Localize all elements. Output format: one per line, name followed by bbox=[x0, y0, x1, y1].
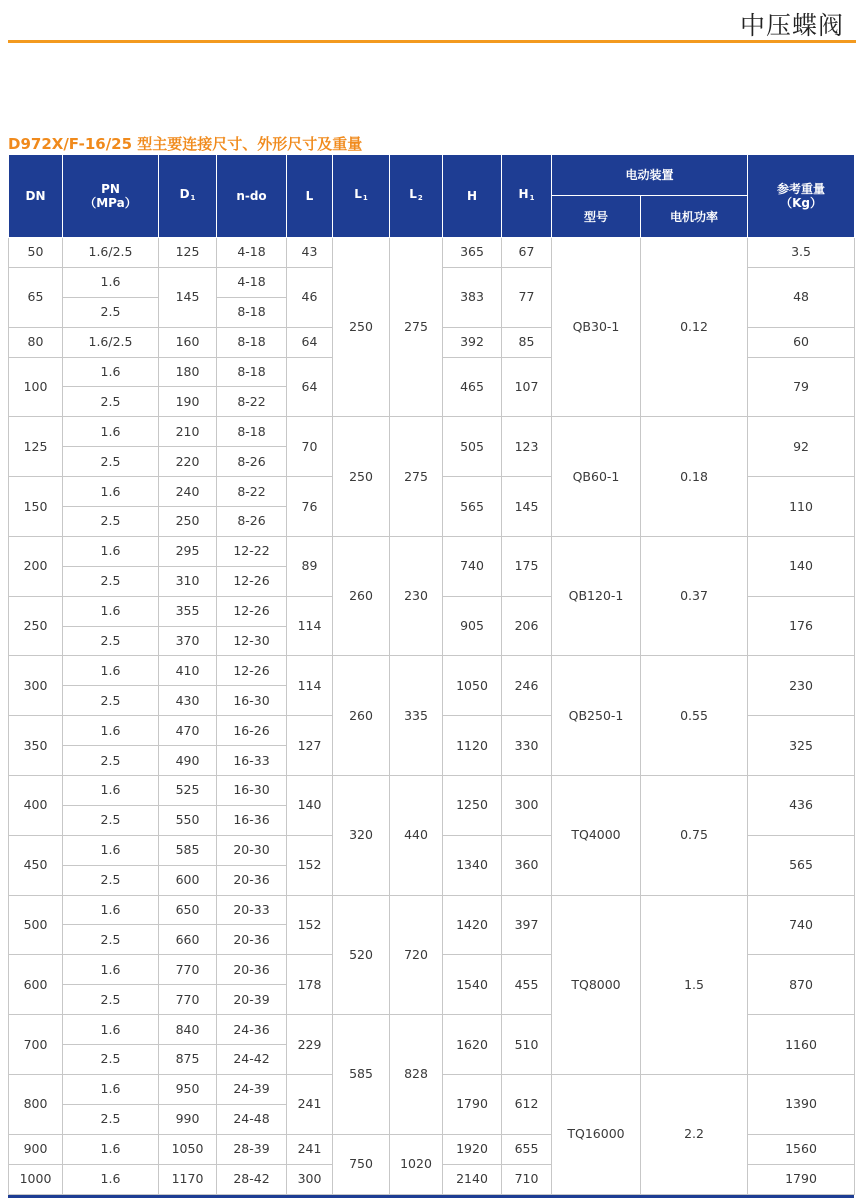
cell-d1: 240 bbox=[159, 477, 217, 507]
cell-pn: 1.6 bbox=[63, 776, 159, 806]
cell-l1: 320 bbox=[333, 776, 390, 896]
cell-pn: 2.5 bbox=[63, 626, 159, 656]
cell-n-do: 16-30 bbox=[217, 776, 287, 806]
header-weight: 参考重量 （Kg） bbox=[748, 155, 855, 238]
cell-l1: 585 bbox=[333, 1015, 390, 1135]
cell-l2: 828 bbox=[390, 1015, 443, 1135]
cell-h1: 175 bbox=[502, 536, 552, 596]
cell-l2: 1020 bbox=[390, 1134, 443, 1194]
cell-d1: 550 bbox=[159, 805, 217, 835]
header-l2: $L_2$ bbox=[390, 155, 443, 238]
table-row bbox=[9, 776, 855, 806]
cell-l: 70 bbox=[287, 417, 333, 477]
cell-l: 127 bbox=[287, 716, 333, 776]
cell-dn: 50 bbox=[9, 238, 63, 268]
cell-pn: 1.6 bbox=[63, 477, 159, 507]
cell-h: 1250 bbox=[443, 776, 502, 836]
cell-d1: 770 bbox=[159, 985, 217, 1015]
cell-pn: 1.6 bbox=[63, 357, 159, 387]
cell-n-do: 24-42 bbox=[217, 1045, 287, 1075]
cell-d1: 840 bbox=[159, 1015, 217, 1045]
table-bottom-rule bbox=[8, 1195, 854, 1198]
cell-h1: 145 bbox=[502, 477, 552, 537]
cell-h: 1340 bbox=[443, 835, 502, 895]
cell-h: 1920 bbox=[443, 1134, 502, 1164]
cell-pn: 1.6 bbox=[63, 1164, 159, 1194]
cell-dn: 65 bbox=[9, 267, 63, 327]
cell-pn: 1.6 bbox=[63, 835, 159, 865]
cell-d1: 430 bbox=[159, 686, 217, 716]
cell-n-do: 8-18 bbox=[217, 417, 287, 447]
cell-pn: 2.5 bbox=[63, 387, 159, 417]
cell-d1: 410 bbox=[159, 656, 217, 686]
cell-n-do: 4-18 bbox=[217, 238, 287, 268]
cell-h1: 612 bbox=[502, 1074, 552, 1134]
cell-power: 0.18 bbox=[641, 417, 748, 537]
cell-pn: 2.5 bbox=[63, 925, 159, 955]
header-pn: PN （MPa） bbox=[63, 155, 159, 238]
cell-l: 64 bbox=[287, 357, 333, 417]
cell-n-do: 12-22 bbox=[217, 536, 287, 566]
cell-weight: 60 bbox=[748, 327, 855, 357]
cell-n-do: 28-42 bbox=[217, 1164, 287, 1194]
cell-n-do: 20-39 bbox=[217, 985, 287, 1015]
cell-d1: 770 bbox=[159, 955, 217, 985]
cell-l: 46 bbox=[287, 267, 333, 327]
cell-model: QB30-1 bbox=[552, 238, 641, 417]
cell-l1: 250 bbox=[333, 238, 390, 417]
header-weight-unit: （Kg） bbox=[780, 196, 822, 210]
cell-n-do: 16-36 bbox=[217, 805, 287, 835]
cell-d1: 525 bbox=[159, 776, 217, 806]
cell-model: QB250-1 bbox=[552, 656, 641, 776]
cell-h: 1050 bbox=[443, 656, 502, 716]
cell-pn: 1.6 bbox=[63, 1015, 159, 1045]
cell-pn: 2.5 bbox=[63, 746, 159, 776]
cell-dn: 150 bbox=[9, 477, 63, 537]
cell-n-do: 8-22 bbox=[217, 387, 287, 417]
cell-model: TQ8000 bbox=[552, 895, 641, 1074]
header-l: L bbox=[287, 155, 333, 238]
cell-d1: 660 bbox=[159, 925, 217, 955]
header-pn-unit: （MPa） bbox=[84, 196, 137, 210]
cell-dn: 500 bbox=[9, 895, 63, 955]
cell-power: 0.55 bbox=[641, 656, 748, 776]
cell-pn: 2.5 bbox=[63, 805, 159, 835]
cell-l2: 440 bbox=[390, 776, 443, 896]
cell-h: 740 bbox=[443, 536, 502, 596]
cell-d1: 990 bbox=[159, 1104, 217, 1134]
cell-n-do: 12-26 bbox=[217, 656, 287, 686]
cell-dn: 200 bbox=[9, 536, 63, 596]
cell-h: 905 bbox=[443, 596, 502, 656]
cell-model: QB60-1 bbox=[552, 417, 641, 537]
cell-l: 64 bbox=[287, 327, 333, 357]
cell-n-do: 8-18 bbox=[217, 327, 287, 357]
cell-model: TQ4000 bbox=[552, 776, 641, 896]
cell-weight: 48 bbox=[748, 267, 855, 327]
cell-n-do: 8-18 bbox=[217, 297, 287, 327]
cell-d1: 490 bbox=[159, 746, 217, 776]
cell-l2: 275 bbox=[390, 417, 443, 537]
table-row bbox=[9, 238, 855, 268]
cell-n-do: 12-26 bbox=[217, 596, 287, 626]
cell-n-do: 8-26 bbox=[217, 447, 287, 477]
cell-power: 2.2 bbox=[641, 1074, 748, 1194]
cell-h1: 455 bbox=[502, 955, 552, 1015]
cell-l1: 520 bbox=[333, 895, 390, 1015]
cell-dn: 600 bbox=[9, 955, 63, 1015]
cell-pn: 1.6 bbox=[63, 1074, 159, 1104]
cell-pn: 2.5 bbox=[63, 447, 159, 477]
table-row bbox=[9, 895, 855, 925]
cell-dn: 125 bbox=[9, 417, 63, 477]
cell-d1: 250 bbox=[159, 507, 217, 537]
cell-d1: 310 bbox=[159, 566, 217, 596]
cell-h: 2140 bbox=[443, 1164, 502, 1194]
cell-l: 241 bbox=[287, 1074, 333, 1134]
cell-d1: 190 bbox=[159, 387, 217, 417]
cell-h1: 67 bbox=[502, 238, 552, 268]
header-h1: $H_1$ bbox=[502, 155, 552, 238]
section-title: D972X/F-16/25 型主要连接尺寸、外形尺寸及重量 bbox=[8, 135, 363, 153]
cell-power: 0.75 bbox=[641, 776, 748, 896]
header-power: 电机功率 bbox=[641, 196, 748, 238]
cell-n-do: 8-22 bbox=[217, 477, 287, 507]
cell-weight: 436 bbox=[748, 776, 855, 836]
cell-dn: 1000 bbox=[9, 1164, 63, 1194]
cell-weight: 1790 bbox=[748, 1164, 855, 1194]
cell-h: 465 bbox=[443, 357, 502, 417]
cell-h: 1420 bbox=[443, 895, 502, 955]
cell-d1: 1050 bbox=[159, 1134, 217, 1164]
cell-dn: 80 bbox=[9, 327, 63, 357]
cell-n-do: 16-33 bbox=[217, 746, 287, 776]
cell-d1: 355 bbox=[159, 596, 217, 626]
cell-h: 1120 bbox=[443, 716, 502, 776]
page-header bbox=[0, 0, 864, 44]
cell-n-do: 12-26 bbox=[217, 566, 287, 596]
cell-d1: 470 bbox=[159, 716, 217, 746]
cell-l: 114 bbox=[287, 656, 333, 716]
cell-n-do: 20-36 bbox=[217, 925, 287, 955]
cell-weight: 565 bbox=[748, 835, 855, 895]
cell-h1: 360 bbox=[502, 835, 552, 895]
cell-pn: 1.6 bbox=[63, 895, 159, 925]
cell-l1: 750 bbox=[333, 1134, 390, 1194]
cell-pn: 2.5 bbox=[63, 985, 159, 1015]
cell-pn: 1.6 bbox=[63, 536, 159, 566]
cell-h: 505 bbox=[443, 417, 502, 477]
cell-l1: 250 bbox=[333, 417, 390, 537]
cell-d1: 1170 bbox=[159, 1164, 217, 1194]
cell-l2: 335 bbox=[390, 656, 443, 776]
cell-d1: 950 bbox=[159, 1074, 217, 1104]
cell-n-do: 8-26 bbox=[217, 507, 287, 537]
cell-dn: 700 bbox=[9, 1015, 63, 1075]
cell-d1: 210 bbox=[159, 417, 217, 447]
cell-model: QB120-1 bbox=[552, 536, 641, 656]
cell-l: 76 bbox=[287, 477, 333, 537]
cell-d1: 650 bbox=[159, 895, 217, 925]
cell-pn: 2.5 bbox=[63, 1104, 159, 1134]
cell-l2: 230 bbox=[390, 536, 443, 656]
cell-l: 241 bbox=[287, 1134, 333, 1164]
cell-l: 229 bbox=[287, 1015, 333, 1075]
cell-h1: 107 bbox=[502, 357, 552, 417]
cell-dn: 100 bbox=[9, 357, 63, 417]
header-dn: DN bbox=[9, 155, 63, 238]
cell-weight: 79 bbox=[748, 357, 855, 417]
cell-h1: 206 bbox=[502, 596, 552, 656]
cell-pn: 1.6 bbox=[63, 596, 159, 626]
cell-d1: 585 bbox=[159, 835, 217, 865]
cell-n-do: 20-30 bbox=[217, 835, 287, 865]
cell-weight: 1560 bbox=[748, 1134, 855, 1164]
cell-l1: 260 bbox=[333, 656, 390, 776]
cell-n-do: 8-18 bbox=[217, 357, 287, 387]
header-actuator: 电动装置 bbox=[552, 155, 748, 196]
cell-weight: 230 bbox=[748, 656, 855, 716]
cell-n-do: 24-48 bbox=[217, 1104, 287, 1134]
cell-n-do: 16-30 bbox=[217, 686, 287, 716]
cell-power: 0.37 bbox=[641, 536, 748, 656]
cell-pn: 1.6 bbox=[63, 656, 159, 686]
cell-l2: 720 bbox=[390, 895, 443, 1015]
cell-h: 383 bbox=[443, 267, 502, 327]
cell-d1: 145 bbox=[159, 267, 217, 327]
cell-h1: 123 bbox=[502, 417, 552, 477]
cell-dn: 450 bbox=[9, 835, 63, 895]
cell-pn: 2.5 bbox=[63, 686, 159, 716]
cell-weight: 740 bbox=[748, 895, 855, 955]
cell-d1: 600 bbox=[159, 865, 217, 895]
cell-dn: 250 bbox=[9, 596, 63, 656]
header-ndo: n-do bbox=[217, 155, 287, 238]
cell-weight: 325 bbox=[748, 716, 855, 776]
cell-pn: 2.5 bbox=[63, 1045, 159, 1075]
spec-table bbox=[8, 154, 855, 1195]
cell-pn: 1.6 bbox=[63, 716, 159, 746]
cell-weight: 140 bbox=[748, 536, 855, 596]
cell-l: 152 bbox=[287, 895, 333, 955]
cell-weight: 1390 bbox=[748, 1074, 855, 1134]
cell-pn: 2.5 bbox=[63, 297, 159, 327]
cell-d1: 180 bbox=[159, 357, 217, 387]
cell-h1: 300 bbox=[502, 776, 552, 836]
cell-h: 1620 bbox=[443, 1015, 502, 1075]
cell-d1: 875 bbox=[159, 1045, 217, 1075]
cell-weight: 1160 bbox=[748, 1015, 855, 1075]
cell-h1: 246 bbox=[502, 656, 552, 716]
cell-power: 1.5 bbox=[641, 895, 748, 1074]
cell-l: 140 bbox=[287, 776, 333, 836]
cell-d1: 160 bbox=[159, 327, 217, 357]
header-divider bbox=[8, 40, 856, 43]
cell-n-do: 28-39 bbox=[217, 1134, 287, 1164]
cell-l: 43 bbox=[287, 238, 333, 268]
cell-h1: 655 bbox=[502, 1134, 552, 1164]
table-row bbox=[9, 417, 855, 447]
cell-l: 114 bbox=[287, 596, 333, 656]
cell-l1: 260 bbox=[333, 536, 390, 656]
cell-pn: 1.6 bbox=[63, 955, 159, 985]
cell-h1: 510 bbox=[502, 1015, 552, 1075]
cell-l: 152 bbox=[287, 835, 333, 895]
header-model: 型号 bbox=[552, 196, 641, 238]
cell-dn: 800 bbox=[9, 1074, 63, 1134]
cell-weight: 3.5 bbox=[748, 238, 855, 268]
header-h: H bbox=[443, 155, 502, 238]
cell-pn: 1.6/2.5 bbox=[63, 327, 159, 357]
cell-h1: 85 bbox=[502, 327, 552, 357]
cell-pn: 2.5 bbox=[63, 507, 159, 537]
header-d1: $D_1$ bbox=[159, 155, 217, 238]
cell-h1: 330 bbox=[502, 716, 552, 776]
table-row bbox=[9, 656, 855, 686]
header-l1: $L_1$ bbox=[333, 155, 390, 238]
cell-d1: 220 bbox=[159, 447, 217, 477]
cell-power: 0.12 bbox=[641, 238, 748, 417]
spec-table-body bbox=[9, 238, 855, 1195]
cell-dn: 900 bbox=[9, 1134, 63, 1164]
page-header-title: 中压蝶阀 bbox=[739, 11, 844, 40]
cell-h: 392 bbox=[443, 327, 502, 357]
cell-h: 1540 bbox=[443, 955, 502, 1015]
cell-pn: 2.5 bbox=[63, 865, 159, 895]
cell-weight: 870 bbox=[748, 955, 855, 1015]
cell-h: 565 bbox=[443, 477, 502, 537]
cell-weight: 110 bbox=[748, 477, 855, 537]
cell-n-do: 24-39 bbox=[217, 1074, 287, 1104]
cell-h: 365 bbox=[443, 238, 502, 268]
cell-l: 178 bbox=[287, 955, 333, 1015]
cell-h1: 397 bbox=[502, 895, 552, 955]
cell-d1: 295 bbox=[159, 536, 217, 566]
cell-dn: 400 bbox=[9, 776, 63, 836]
cell-weight: 176 bbox=[748, 596, 855, 656]
cell-model: TQ16000 bbox=[552, 1074, 641, 1194]
cell-d1: 125 bbox=[159, 238, 217, 268]
cell-dn: 350 bbox=[9, 716, 63, 776]
cell-dn: 300 bbox=[9, 656, 63, 716]
cell-pn: 1.6/2.5 bbox=[63, 238, 159, 268]
cell-l2: 275 bbox=[390, 238, 443, 417]
cell-pn: 1.6 bbox=[63, 267, 159, 297]
table-row bbox=[9, 536, 855, 566]
cell-h: 1790 bbox=[443, 1074, 502, 1134]
cell-pn: 1.6 bbox=[63, 417, 159, 447]
cell-l: 89 bbox=[287, 536, 333, 596]
cell-n-do: 20-33 bbox=[217, 895, 287, 925]
cell-h1: 77 bbox=[502, 267, 552, 327]
cell-h1: 710 bbox=[502, 1164, 552, 1194]
cell-l: 300 bbox=[287, 1164, 333, 1194]
cell-d1: 370 bbox=[159, 626, 217, 656]
cell-pn: 1.6 bbox=[63, 1134, 159, 1164]
cell-n-do: 12-30 bbox=[217, 626, 287, 656]
cell-n-do: 20-36 bbox=[217, 955, 287, 985]
cell-n-do: 4-18 bbox=[217, 267, 287, 297]
cell-n-do: 16-26 bbox=[217, 716, 287, 746]
cell-n-do: 20-36 bbox=[217, 865, 287, 895]
cell-pn: 2.5 bbox=[63, 566, 159, 596]
cell-n-do: 24-36 bbox=[217, 1015, 287, 1045]
cell-weight: 92 bbox=[748, 417, 855, 477]
